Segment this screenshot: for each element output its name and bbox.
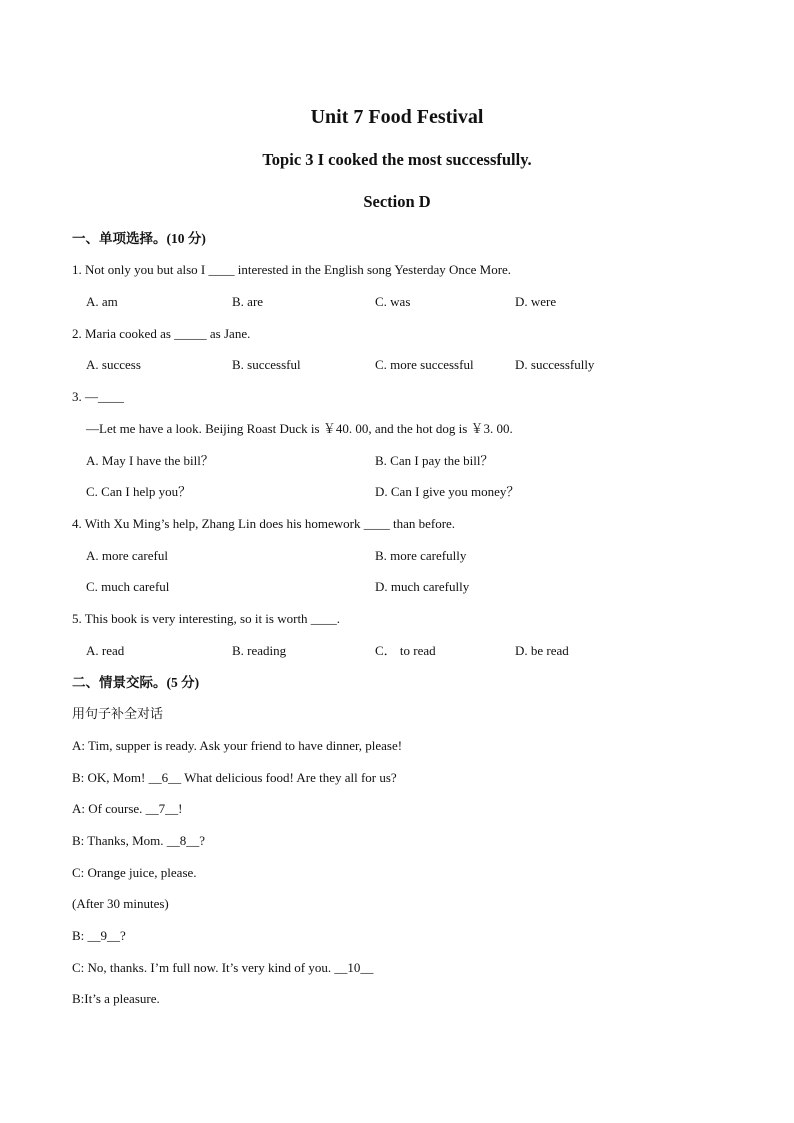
- dialogue-line: [72, 801, 183, 817]
- q2-stem: 2. Maria cooked as _____ as Jane.: [72, 326, 251, 341]
- dialogue-line: [72, 833, 205, 849]
- topic-title: Topic 3 I cooked the most successfully.: [262, 150, 532, 169]
- dialogue-blank: __10__: [334, 960, 374, 975]
- q1-stem: 1. Not only you but also I ____ interested in the English song Yesterday Once More.: [72, 262, 512, 277]
- dialogue-line: [72, 991, 160, 1007]
- q3-option-a: A. May I have the bill？: [86, 453, 214, 468]
- q3-reply: —Let me have a look. Beijing Roast Duck is ￥40. 00, and the hot dog is ￥3. 00.: [86, 421, 513, 436]
- q2-option-d: D. successfully: [515, 357, 595, 372]
- dialogue-text: C: Orange juice, please.: [72, 865, 197, 880]
- dialogue-text: B: OK, Mom!: [72, 770, 149, 785]
- dialogue-text: A: Of course.: [72, 801, 146, 816]
- q2-option-c: C. more successful: [375, 357, 474, 372]
- dialogue-text: B:It’s a pleasure.: [72, 991, 160, 1006]
- dialogue-line: [72, 738, 402, 754]
- dialogue-line: [72, 896, 169, 912]
- q5-option-d: D. be read: [515, 643, 569, 658]
- q3-option-b: B. Can I pay the bill？: [375, 453, 494, 468]
- dialogue-text: B: Thanks, Mom.: [72, 833, 167, 848]
- q3-option-d: D. Can I give you money？: [375, 484, 520, 499]
- dialogue-text: ?: [199, 833, 206, 848]
- dialogue-text: A: Tim, supper is ready. Ask your friend to have dinner, please!: [72, 738, 403, 753]
- q4-option-b: B. more carefully: [375, 548, 467, 563]
- section-title: Section D: [363, 192, 431, 211]
- dialogue-line: [72, 865, 197, 881]
- dialogue-blank: __6__: [148, 770, 182, 785]
- q3-option-c: C. Can I help you？: [86, 484, 192, 499]
- dialogue-text: B:: [72, 928, 88, 943]
- dialogue-text: What delicious food! Are they all for us?: [181, 770, 397, 785]
- dialogue-text: ?: [120, 928, 126, 943]
- q4-option-c: C. much careful: [86, 579, 170, 594]
- dialogue-blank: __9__: [87, 928, 121, 943]
- dialogue-blank: __8__: [166, 833, 200, 848]
- part1-heading: 一、单项选择。(10 分): [72, 231, 206, 246]
- q4-stem: 4. With Xu Ming’s help, Zhang Lin does his homework ____ than before.: [72, 516, 456, 531]
- q3-stem: 3. —____: [72, 389, 124, 404]
- dialogue-line: [72, 928, 126, 944]
- dialogue-text: !: [178, 801, 183, 816]
- unit-title: Unit 7 Food Festival: [310, 106, 484, 128]
- part2-heading: 二、情景交际。(5 分): [72, 675, 200, 690]
- q1-option-b: B. are: [232, 294, 264, 309]
- dialogue-line: [72, 960, 373, 976]
- q5-option-c: C． to read: [375, 643, 436, 658]
- dialogue-line: [72, 770, 397, 786]
- q5-stem: 5. This book is very interesting, so it is worth ____.: [72, 611, 341, 626]
- q4-option-d: D. much carefully: [375, 579, 470, 594]
- dialogue-blank: __7__: [145, 801, 179, 816]
- q1-option-a: A. am: [86, 294, 118, 309]
- part2-instruction: 用句子补全对话: [72, 706, 164, 721]
- q5-option-b: B. reading: [232, 643, 287, 658]
- q4-option-a: A. more careful: [86, 548, 168, 563]
- q1-option-d: D. were: [515, 294, 557, 309]
- dialogue-text: C: No, thanks. I’m full now. It’s very kind of you.: [72, 960, 335, 975]
- q2-option-b: B. successful: [232, 357, 301, 372]
- q1-option-c: C. was: [375, 294, 411, 309]
- q2-option-a: A. success: [86, 357, 141, 372]
- dialogue-text: (After 30 minutes): [72, 896, 169, 911]
- q5-option-a: A. read: [86, 643, 125, 658]
